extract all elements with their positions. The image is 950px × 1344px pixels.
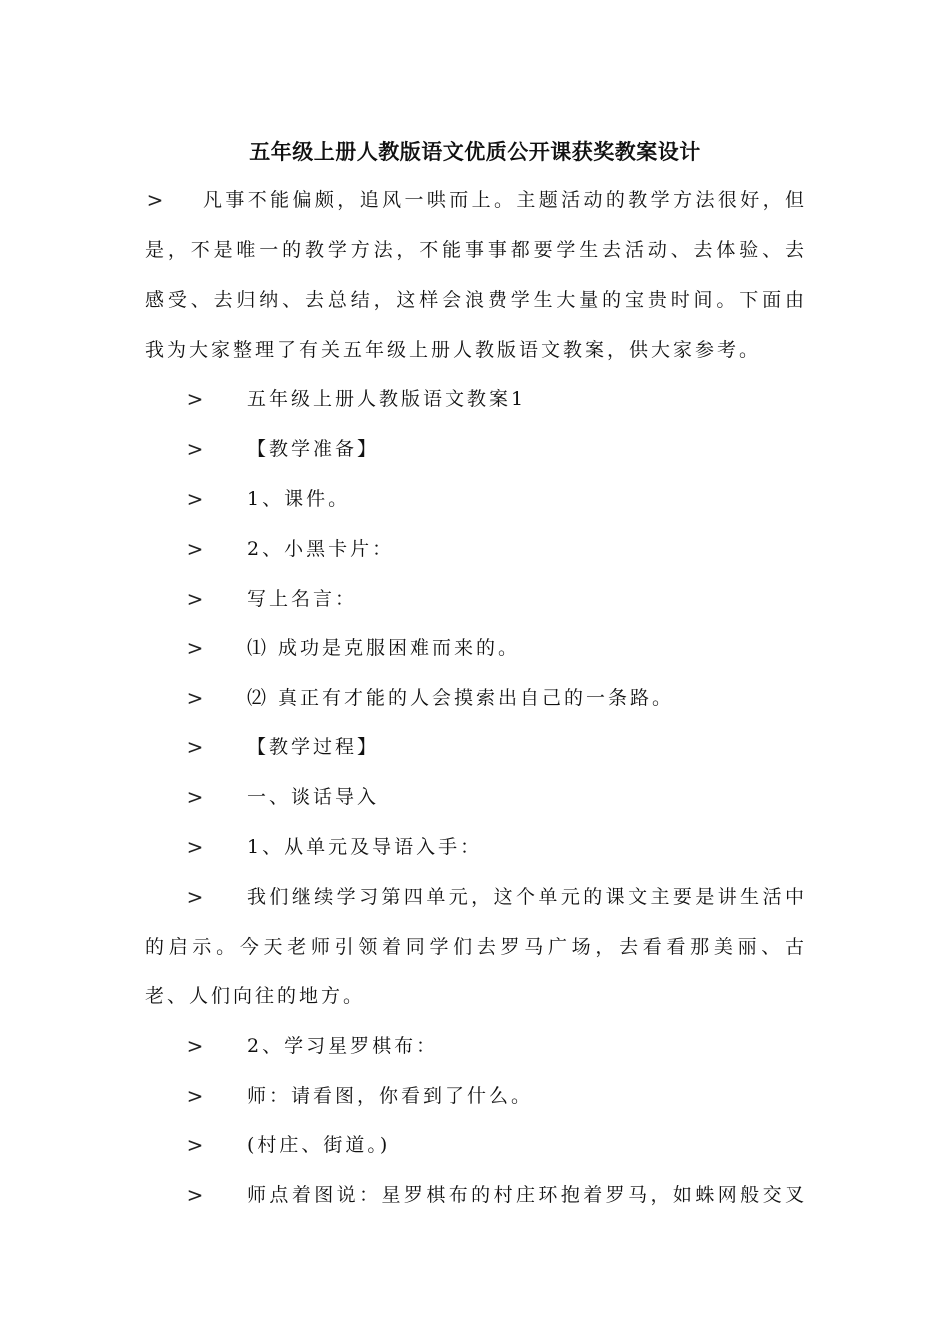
list-item-text: 【教学准备】 (247, 438, 380, 460)
para-text-last: 师点着图说：星罗棋布的村庄环抱着罗马，如蛛网般交叉 (247, 1184, 807, 1206)
para-line-2: 的启示。今天老师引领着同学们去罗马广场，去看看那美丽、古 (145, 936, 807, 958)
list-item-text: 一、谈话导入 (247, 786, 380, 808)
bullet-marker: > (186, 835, 204, 859)
intro-line-2: 是，不是唯一的教学方法，不能事事都要学生去活动、去体验、去 (145, 239, 807, 261)
list-item (145, 822, 807, 872)
bullet-marker: > (186, 785, 204, 809)
list-item-text: 师：请看图，你看到了什么。 (247, 1085, 534, 1107)
bullet-marker: > (186, 885, 204, 909)
bullet-marker: > (186, 1133, 204, 1157)
intro-text-1: 凡事不能偏颇，追风一哄而上。主题活动的教学方法很好，但 (203, 189, 807, 211)
list-item-text: 五年级上册人教版语文教案1 (247, 388, 527, 410)
para-line-last (145, 1170, 807, 1220)
bullet-marker: > (186, 636, 204, 660)
bullet-marker: > (186, 1183, 204, 1207)
list-item (145, 524, 807, 574)
bullet-marker: > (186, 1034, 204, 1058)
document-title: 五年级上册人教版语文优质公开课获奖教案设计 (249, 140, 701, 164)
list-item (145, 474, 807, 524)
bullet-marker: > (186, 587, 204, 611)
bullet-marker: > (186, 686, 204, 710)
list-item-text: ⑵ 真正有才能的人会摸索出自己的一条路。 (247, 687, 675, 709)
list-item (145, 772, 807, 822)
list-item-text: 【教学过程】 (247, 736, 380, 758)
list-item (145, 1071, 807, 1121)
list-item-text: 写上名言： (247, 588, 358, 610)
bullet-marker: > (186, 487, 204, 511)
list-item (145, 574, 807, 624)
list-item-text: 2、学习星罗棋布： (247, 1035, 439, 1057)
list-item (145, 673, 807, 723)
bullet-marker: > (186, 1084, 204, 1108)
para-line-1 (145, 872, 807, 922)
list-item-text: 1、从单元及导语入手： (247, 836, 483, 858)
bullet-marker: > (186, 387, 204, 411)
para-text-1: 我们继续学习第四单元，这个单元的课文主要是讲生活中 (247, 886, 807, 908)
list-item (145, 424, 807, 474)
list-item (145, 623, 807, 673)
intro-line-4: 我为大家整理了有关五年级上册人教版语文教案，供大家参考。 (145, 339, 762, 361)
list-item-text: 2、小黑卡片： (247, 538, 395, 560)
list-item-text: ⑴ 成功是克服困难而来的。 (247, 637, 521, 659)
list-item (145, 374, 807, 424)
bullet-marker: > (146, 188, 164, 212)
intro-line-1 (145, 175, 807, 225)
list-item-text: (村庄、街道。) (247, 1134, 391, 1156)
bullet-marker: > (186, 735, 204, 759)
list-item (145, 722, 807, 772)
para-line-3: 老、人们向往的地方。 (145, 985, 366, 1007)
bullet-marker: > (186, 437, 204, 461)
bullet-marker: > (186, 537, 204, 561)
list-item-text: 1、课件。 (247, 488, 351, 510)
list-item (145, 1120, 807, 1170)
list-item (145, 1021, 807, 1071)
intro-line-3: 感受、去归纳、去总结，这样会浪费学生大量的宝贵时间。下面由 (145, 289, 807, 311)
